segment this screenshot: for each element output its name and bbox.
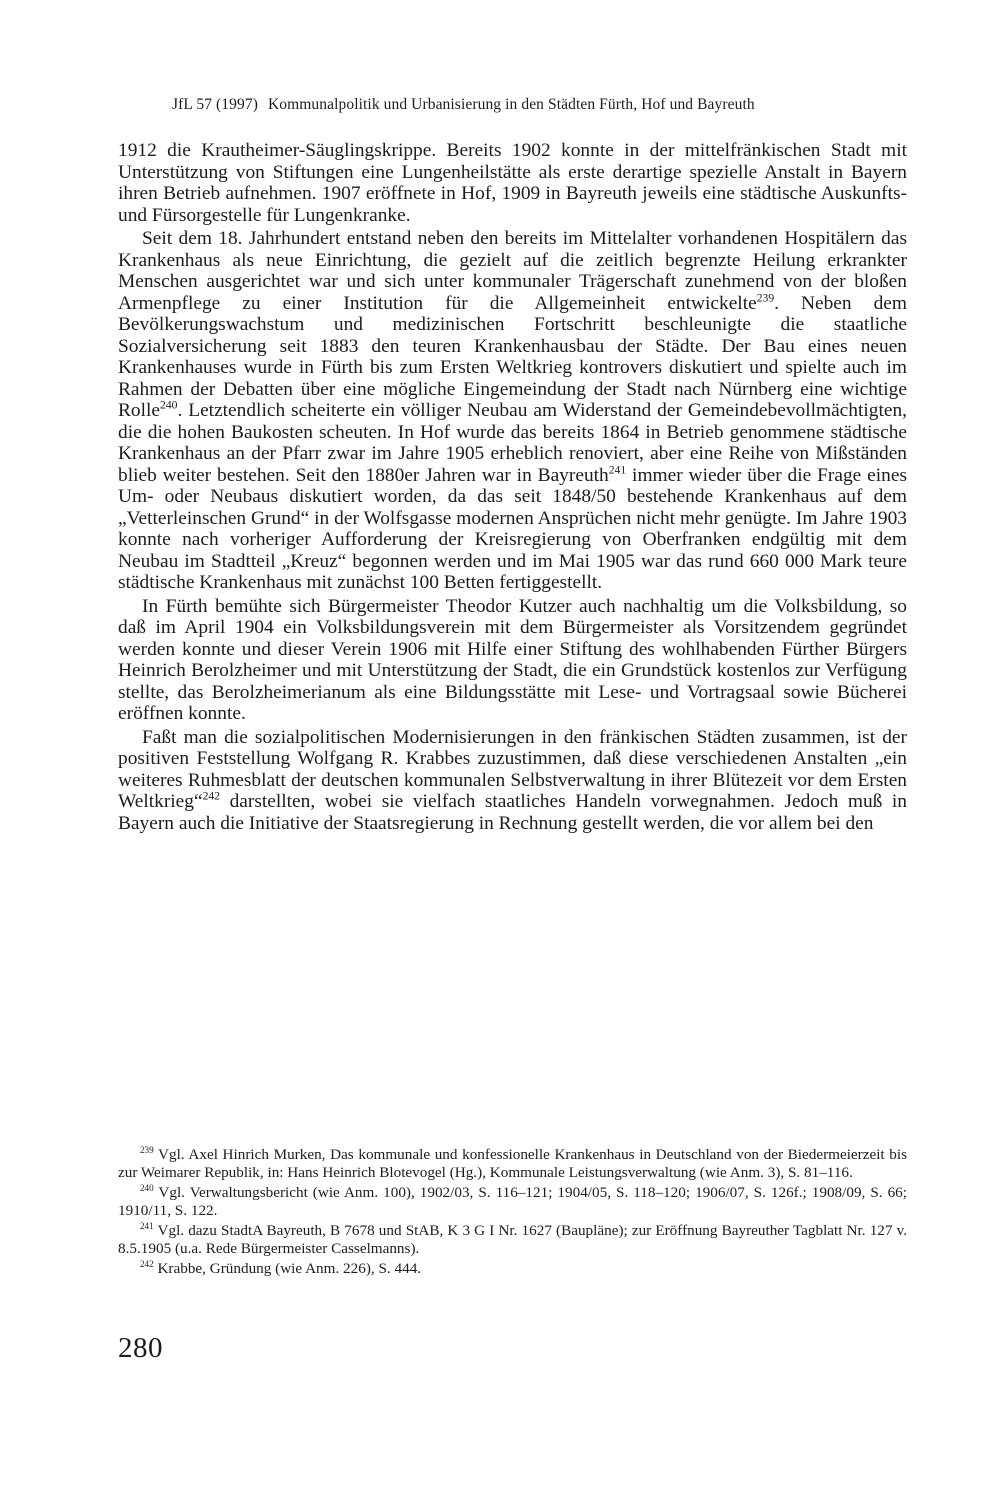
paragraph [118,228,907,594]
paragraph-text: Faßt man die sozialpolitischen Modernisierungen in den fränkischen Städten zusammen, ist der positiven Feststellung Wolfgang R. Krabbes zuzustimmen, daß diese verschiedenen Anstalten „ein weiteres Ruhmesblatt der deutschen kommunalen Selbstverwaltung in ihrer Blütezeit vor dem Ersten Weltkrieg“ [118,726,907,812]
paragraph-text: immer wieder über die Frage eines Um- oder Neubaus diskutiert worden, da das seit 1848/50 bestehende Krankenhaus auf dem „Vetterleinschen Grund“ in der Wolfsgasse modernen Ansprüchen nicht mehr genügte. Im Jahre 1903 konnte nach vorheriger Aufforderung der Kreisregierung von Oberfranken endgültig mit dem Neubau im Stadtteil „Kreuz“ begonnen werden und im Mai 1905 war das rund 660 000 Mark teure städtische Krankenhaus mit zunächst 100 Betten fertiggestellt. [118,464,907,593]
footnote-number: 242 [140,1258,154,1269]
footnote-number: 241 [140,1220,154,1231]
paragraph-text: . Letztendlich scheiterte ein völliger Neubau am Widerstand der Gemeindebevollmächtigten, die die hohen Baukosten scheuten. In Hof wurde das bereits 1864 in Betrieb genommene städtische Krankenhaus an der Pfarr zwar im Jahre 1905 erheblich renoviert, aber eine Reihe von Mißständen blieb weiter bestehen. Seit den 1880er Jahren war in Bayreuth [118,400,907,486]
paragraph-text: Seit dem 18. Jahrhundert entstand neben den bereits im Mittelalter vorhandenen Hospitälern das Krankenhaus als neue Einrichtung, die gezielt auf die zeitlich begrenzte Heilung erkrankter Menschen ausgerichtet war und sich unter kommunaler Trägerschaft zunehmend von der bloßen Armenpflege zu einer Institution für die Allgemeinheit entwickelte [118,228,907,314]
paragraph [118,727,907,835]
paragraph [118,140,907,226]
footnote-ref[interactable]: 241 [608,463,627,477]
page-number: 280 [118,1332,163,1364]
footnote-text: Vgl. dazu StadtA Bayreuth, B 7678 und StAB, K 3 G I Nr. 1627 (Baupläne); zur Eröffnung Bayreuther Tagblatt Nr. 127 v. 8.5.1905 (u.a. Rede Bürgermeister Casselmanns). [118,1222,907,1257]
paragraph-text: In Fürth bemühte sich Bürgermeister Theodor Kutzer auch nachhaltig um die Volksbildung, so daß im April 1904 ein Volksbildungsverein mit dem Bürgermeister als Vorsitzendem gegründet werden konnte und dieser Verein 1906 mit Hilfe einer Stiftung des wohlhabenden Fürther Bürgers Heinrich Berolzheimer und mit Unterstützung der Stadt, die ein Grundstück kostenlos zur Verfügung stellte, das Berolzheimerianum als eine Bildungsstätte mit Lese- und Vortragsaal sowie Bücherei eröffnen konnte. [118,595,907,724]
footnote-ref[interactable]: 239 [756,291,775,305]
footnote [118,1184,907,1219]
running-head [172,96,912,114]
footnote-text: Vgl. Axel Hinrich Murken, Das kommunale und konfessionelle Krankenhaus in Deutschland von der Biedermeierzeit bis zur Weimarer Republik, in: Hans Heinrich Blotevogel (Hg.), Kommunale Leistungsverwaltung (wie Anm. 3), S. 81–116. [118,1146,907,1181]
footnote-text: Vgl. Verwaltungsbericht (wie Anm. 100), 1902/03, S. 116–121; 1904/05, S. 118–120; 1906/07, S. 126f.; 1908/09, S. 66; 1910/11, S. 122. [118,1184,907,1219]
footnote-text: Krabbe, Gründung (wie Anm. 226), S. 444. [153,1260,422,1277]
running-title: Kommunalpolitik und Urbanisierung in den Städten Fürth, Hof und Bayreuth [267,96,755,113]
footnote-ref[interactable]: 242 [202,789,221,803]
footnote-number: 239 [140,1144,154,1155]
paragraph-text: darstellten, wobei sie vielfach staatliches Handeln vorwegnahmen. Jedoch muß in Bayern auch die Initiative der Staatsregierung in Rechnung gestellt werden, die vor allem bei den [118,791,907,834]
footnote [118,1146,907,1181]
footnote-number: 240 [140,1182,154,1193]
main-text [118,140,907,834]
footnote-ref[interactable]: 240 [160,398,178,412]
footnotes [118,1146,907,1281]
paragraph-text: 1912 die Krautheimer-Säuglingskrippe. Bereits 1902 konnte in der mittelfränkischen Stadt mit Unterstützung von Stiftungen eine Lungenheilstätte als erste derartige spezielle Anstalt in Bayern ihren Betrieb aufnehmen. 1907 eröffnete in Hof, 1909 in Bayreuth jeweils eine städtische Auskunfts- und Fürsorgestelle für Lungenkranke. [118,140,907,226]
journal-citation: JfL 57 (1997) [172,96,258,113]
footnote [118,1222,907,1257]
paragraph [118,596,907,725]
footnote [118,1260,907,1278]
paragraph-text: . Neben dem Bevölkerungswachstum und medizinischen Fortschritt beschleunigte die staatliche Sozialversicherung seit 1883 den teuren Krankenhausbau der Städte. Der Bau eines neuen Krankenhauses wurde in Fürth bis zum Ersten Weltkrieg kontrovers diskutiert und spielte auch im Rahmen der Debatten über eine mögliche Eingemeindung der Stadt nach Nürnberg eine wichtige Rolle [118,292,907,421]
